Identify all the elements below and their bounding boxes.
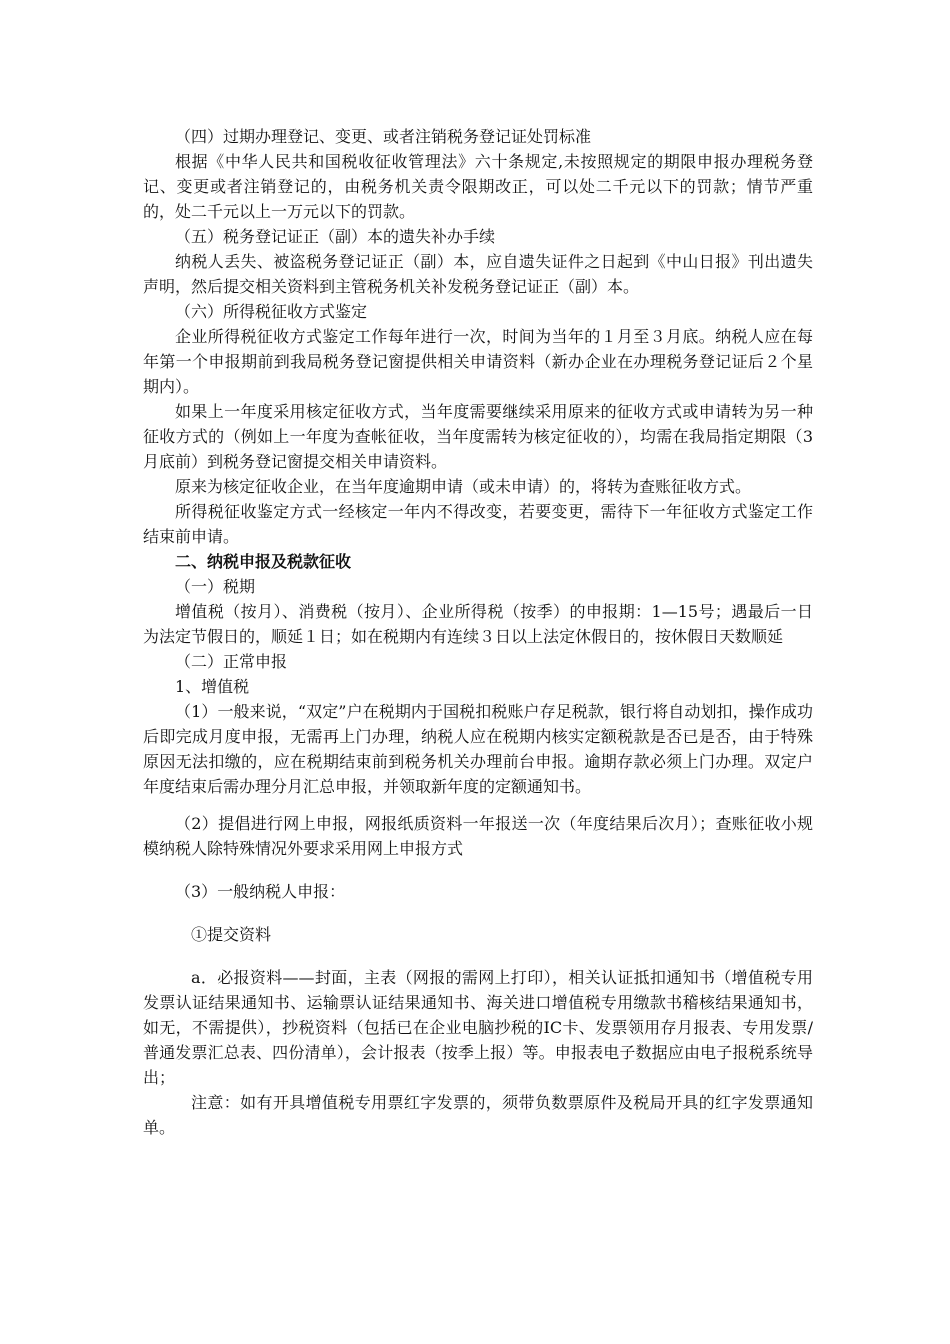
document-page bbox=[143, 124, 813, 1140]
body-paragraph: a．必报资料——封面，主表（网报的需网上打印），相关认证抵扣通知书（增值税专用发票认证结果通知书、运输票认证结果通知书、海关进口增值税专用缴款书稽核结果通知书，如无，不需提供），抄税资料（包括已在企业电脑抄税的IC卡、发票领用存月报表、专用发票/普通发票汇总表、四份清单），会计报表（按季上报）等。申报表电子数据应由电子报税系统导出； bbox=[143, 968, 813, 1087]
body-paragraph: 根据《中华人民共和国税收征收管理法》六十条规定,未按照规定的期限申报办理税务登记、变更或者注销登记的，由税务机关责令限期改正，可以处二千元以下的罚款；情节严重的，处二千元以上一万元以下的罚款。 bbox=[143, 152, 813, 221]
subsection-heading-2: （二）正常申报 bbox=[175, 652, 288, 671]
section-heading-4: （四）过期办理登记、变更、或者注销税务登记证处罚标准 bbox=[175, 127, 592, 146]
body-paragraph: 增值税（按月）、消费税（按月）、企业所得税（按季）的申报期：1—15号；遇最后一日为法定节假日的，顺延１日；如在税期内有连续３日以上法定休假日的，按休假日天数顺延 bbox=[143, 602, 813, 646]
body-paragraph: 企业所得税征收方式鉴定工作每年进行一次，时间为当年的１月至３月底。纳税人应在每年第一个申报期前到我局税务登记窗提供相关申请资料（新办企业在办理税务登记证后２个星期内）。 bbox=[143, 327, 813, 396]
body-paragraph: 纳税人丢失、被盗税务登记证正（副）本，应自遗失证件之日起到《中山日报》刊出遗失声明，然后提交相关资料到主管税务机关补发税务登记证正（副）本。 bbox=[143, 252, 813, 296]
body-paragraph: 原来为核定征收企业，在当年度逾期申请（或未申请）的，将转为查账征收方式。 bbox=[175, 477, 752, 496]
section-heading-5: （五）税务登记证正（副）本的遗失补办手续 bbox=[175, 227, 496, 246]
item-heading: ①提交资料 bbox=[191, 925, 272, 944]
subsection-heading-1: （一）税期 bbox=[175, 577, 256, 596]
chapter-heading: 二、纳税申报及税款征收 bbox=[175, 552, 352, 571]
note-paragraph: 注意：如有开具增值税专用票红字发票的，须带负数票原件及税局开具的红字发票通知单。 bbox=[143, 1093, 813, 1137]
item-heading: （3）一般纳税人申报： bbox=[175, 882, 346, 901]
body-paragraph: （2）提倡进行网上申报，网报纸质资料一年报送一次（年度结果后次月）；查账征收小规模纳税人除特殊情况外要求采用网上申报方式 bbox=[143, 814, 813, 858]
body-paragraph: 如果上一年度采用核定征收方式，当年度需要继续采用原来的征收方式或申请转为另一种征收方式的（例如上一年度为查帐征收，当年度需转为核定征收的），均需在我局指定期限（3月底前）到税务登记窗提交相关申请资料。 bbox=[143, 402, 813, 471]
body-paragraph: 所得税征收鉴定方式一经核定一年内不得改变，若要变更，需待下一年征收方式鉴定工作结束前申请。 bbox=[143, 502, 813, 546]
body-paragraph: （1）一般来说，“双定”户在税期内于国税扣税账户存足税款，银行将自动划扣，操作成功后即完成月度申报，无需再上门办理，纳税人应在税期内核实定额税款是否已是否，由于特殊原因无法扣缴的，应在税期结束前到税务机关办理前台申报。逾期存款必须上门办理。双定户年度结束后需办理分月汇总申报，并领取新年度的定额通知书。 bbox=[143, 702, 813, 796]
item-heading: 1、增值税 bbox=[175, 677, 250, 696]
section-heading-6: （六）所得税征收方式鉴定 bbox=[175, 302, 368, 321]
